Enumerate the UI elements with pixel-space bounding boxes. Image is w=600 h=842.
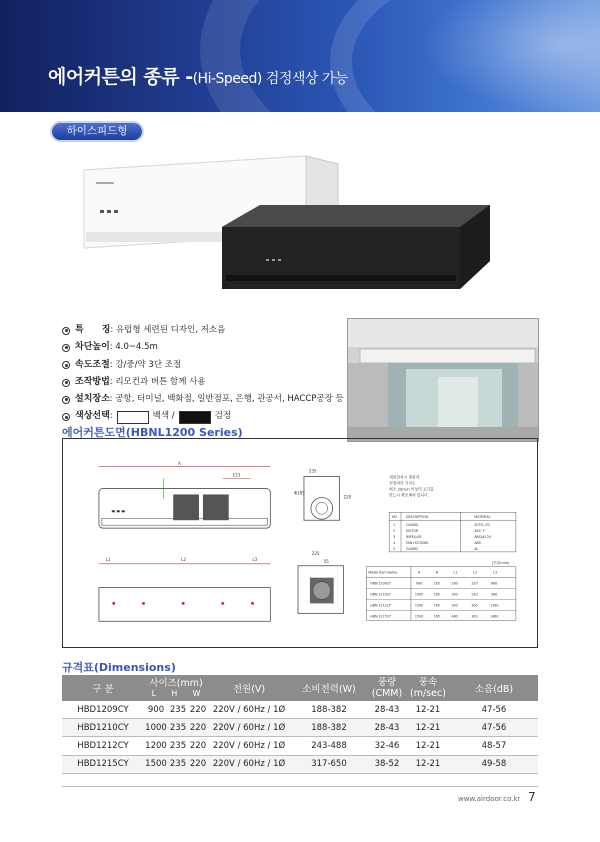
- type-tag: 하이스피드형: [52, 123, 142, 140]
- cell-speed: 12-21: [406, 701, 450, 719]
- feature-key: 설치장소: [75, 394, 110, 405]
- dim-cell: 860: [491, 581, 498, 586]
- note-line: 반드시 확보해야 합니다.: [389, 493, 429, 498]
- dim-cell: 1460: [490, 614, 499, 619]
- spec-section-title: 규격표(Dimensions): [62, 661, 176, 674]
- cell-consumption: 188-382: [290, 701, 368, 719]
- dim-cell: 165: [433, 592, 440, 597]
- dim-header: L2: [473, 570, 478, 575]
- parts-cell: IMPELLER: [405, 535, 422, 540]
- parts-cell: 1: [393, 523, 396, 528]
- dim-label-l3: L3: [252, 556, 258, 562]
- table-row: [62, 719, 538, 737]
- footer-url: www.airdoor.co.kr: [458, 795, 521, 803]
- black-label: 검정: [214, 411, 232, 422]
- cell-h: 235: [168, 701, 188, 719]
- feature-list: [62, 322, 352, 426]
- header-consumption: 소비전력(W): [290, 675, 368, 701]
- cell-model: HBD1210CY: [62, 719, 144, 737]
- cell-flow: 32-46: [368, 737, 406, 755]
- header-l: L: [151, 688, 157, 698]
- header-flow: [368, 675, 406, 701]
- parts-cell: FAN HOUSING: [405, 540, 429, 545]
- black-air-curtain-image: [222, 205, 490, 289]
- header-speed-unit: (m/sec): [410, 688, 446, 699]
- parts-cell: 2: [393, 529, 396, 534]
- parts-cell: MOTOR: [405, 529, 419, 534]
- feature-item: [62, 339, 352, 356]
- dim-cell: HBN 1212CY: [370, 603, 391, 608]
- feature-item: [62, 322, 352, 339]
- cell-noise: 49-58: [450, 755, 538, 773]
- dim-cell: 300: [471, 603, 478, 608]
- cell-model: HBD1209CY: [62, 701, 144, 719]
- dim-cell: 960: [491, 592, 498, 597]
- dim-label-55: 55: [323, 558, 329, 564]
- dim-cell: 300: [451, 603, 458, 608]
- dim-cell: 230: [471, 592, 478, 597]
- cell-l: 1500: [144, 755, 168, 773]
- dim-cell: 480: [451, 614, 458, 619]
- header-speed: [406, 675, 450, 701]
- dim-header: Model Item Name: [368, 570, 398, 575]
- cell-w: 220: [188, 737, 208, 755]
- circle-bullet-icon: [62, 361, 70, 369]
- feature-key: 특 징: [75, 325, 111, 335]
- side-view-body: [304, 477, 340, 521]
- cell-consumption: 188-382: [290, 719, 368, 737]
- header-banner: [0, 0, 600, 112]
- header-w: W: [192, 688, 201, 698]
- dim-cell: 1500: [414, 614, 424, 619]
- cell-l: 1000: [144, 719, 168, 737]
- cell-h: 235: [168, 719, 188, 737]
- feature-value: : 공항, 터미널, 백화점, 일반점포, 은행, 관공서, HACCP공장 등: [109, 394, 344, 405]
- dim-cell: 165: [433, 614, 440, 619]
- white-label: 백색 /: [152, 411, 175, 422]
- fan-block: [203, 494, 229, 520]
- dim-label-123: 123: [232, 472, 241, 478]
- cell-noise: 48-57: [450, 737, 538, 755]
- page-title-main: 에어커튼의 종류 -: [48, 66, 193, 88]
- circle-bullet-icon: [62, 413, 70, 421]
- feature-value: : 강/중/약 3단 조절: [109, 359, 182, 370]
- parts-header: MATERIAL: [474, 515, 491, 520]
- feature-key: 차단높이: [75, 342, 110, 353]
- circle-bullet-icon: [62, 344, 70, 352]
- cell-speed: 12-21: [406, 737, 450, 755]
- color-select-colon: :: [109, 411, 113, 422]
- header-speed-label: 풍속: [418, 677, 438, 688]
- cell-h: 235: [168, 737, 188, 755]
- parts-table: [389, 512, 516, 552]
- dim-header: L1: [453, 570, 458, 575]
- header-flow-unit: (CMM): [371, 688, 403, 699]
- parts-cell: ASS' Y: [474, 529, 485, 534]
- cell-h: 235: [168, 755, 188, 773]
- fan-block: [173, 494, 199, 520]
- dim-header: L3: [493, 570, 498, 575]
- note-line: 제품설치시 제품과: [389, 475, 420, 480]
- dim-cell: 165: [433, 581, 440, 586]
- cell-speed: 12-21: [406, 719, 450, 737]
- feature-value: : 리모컨과 버튼 함께 사용: [109, 376, 206, 387]
- drawing-section-title: 에어커튼도면(HBNL1200 Series): [62, 426, 243, 439]
- cell-flow: 38-52: [368, 755, 406, 773]
- cell-w: 220: [188, 701, 208, 719]
- black-swatch: [179, 411, 211, 424]
- dim-label-l2: L2: [181, 556, 186, 562]
- feature-value: : 4.0~4.5m: [109, 342, 158, 353]
- cell-consumption: 317-650: [290, 755, 368, 773]
- dim-cell: 1000: [414, 592, 424, 597]
- header-h: H: [171, 688, 178, 698]
- fan-circle: [311, 497, 333, 519]
- parts-header: NO: [392, 515, 398, 520]
- table-row: [62, 701, 538, 719]
- table-row: [62, 755, 538, 773]
- header-size-label: 사이즈(mm): [149, 677, 203, 689]
- cell-l: 900: [144, 701, 168, 719]
- cell-model: HBD1212CY: [62, 737, 144, 755]
- parts-cell: 5: [393, 546, 396, 551]
- note-line: 최소 20mm 이상의 공간을: [389, 487, 434, 492]
- circle-bullet-icon: [62, 327, 70, 335]
- parts-cell: CASING: [405, 523, 419, 528]
- installation-photo: [347, 318, 539, 442]
- cell-l: 1200: [144, 737, 168, 755]
- unit-label: [단위:mm]: [492, 560, 510, 565]
- parts-cell: GUARD: [405, 546, 418, 551]
- footer-divider: [62, 786, 538, 787]
- spec-header-row: [62, 675, 538, 701]
- cell-power: 220V / 60Hz / 1Ø: [208, 755, 290, 773]
- dim-label-a: A: [178, 460, 181, 466]
- dim-label-225: 225: [311, 550, 320, 556]
- cell-power: 220V / 60Hz / 1Ø: [208, 701, 290, 719]
- cell-w: 220: [188, 719, 208, 737]
- dim-cell: 900: [415, 581, 423, 586]
- feature-key: 속도조절: [75, 359, 110, 370]
- header-model: 구 분: [62, 675, 144, 701]
- dim-cell: 1160: [490, 603, 499, 608]
- header-power: 전원(V): [208, 675, 290, 701]
- feature-key: 색상선택: [75, 411, 110, 422]
- parts-cell: ABS: [474, 540, 481, 545]
- cell-consumption: 243-488: [290, 737, 368, 755]
- cell-flow: 28-43: [368, 701, 406, 719]
- note-line: 천정과의 거리는: [389, 481, 416, 486]
- white-swatch: [117, 411, 149, 424]
- page-title: [48, 62, 348, 89]
- dim-cell: 165: [433, 603, 440, 608]
- feature-value: : 유럽형 세련된 디자인, 저소음: [110, 325, 226, 335]
- spec-table: [62, 675, 538, 774]
- dim-cell: 300: [451, 592, 458, 597]
- dim-cell: HBN 1215CY: [370, 614, 391, 619]
- cell-speed: 12-21: [406, 755, 450, 773]
- cell-power: 220V / 60Hz / 1Ø: [208, 737, 290, 755]
- dim-header: B: [435, 570, 438, 575]
- cell-model: HBD1215CY: [62, 755, 144, 773]
- dim-cell: HBN 1210CY: [370, 592, 391, 597]
- dim-cell: HBN 1209CY: [370, 581, 391, 586]
- dim-header: A: [417, 570, 421, 575]
- technical-drawing: [62, 438, 538, 648]
- feature-item: [62, 374, 352, 391]
- dim-label-phi: Φ185: [294, 490, 305, 496]
- cell-w: 220: [188, 755, 208, 773]
- header-size: [144, 675, 208, 701]
- parts-cell: AL: [474, 546, 479, 551]
- circle-bullet-icon: [62, 396, 70, 404]
- dim-label-l1: L1: [105, 556, 111, 562]
- dim-cell: 300: [471, 614, 478, 619]
- parts-cell: 4: [393, 540, 396, 545]
- parts-header: DESCRIPTION: [405, 515, 428, 520]
- cell-noise: 47-56: [450, 719, 538, 737]
- cell-noise: 47-56: [450, 701, 538, 719]
- feature-item: [62, 357, 352, 374]
- header-noise: 소음(dB): [450, 675, 538, 701]
- parts-cell: SCP(1.2T): [474, 523, 491, 528]
- dim-label-220: 220: [343, 494, 352, 500]
- dim-cell: 1200: [414, 603, 424, 608]
- table-row: [62, 737, 538, 755]
- feature-item: [62, 391, 352, 408]
- cell-flow: 28-43: [368, 719, 406, 737]
- feature-key: 조작방법: [75, 376, 110, 387]
- dim-cell: 220: [471, 581, 478, 586]
- page-number: 7: [528, 790, 536, 804]
- parts-cell: 3: [393, 535, 396, 540]
- top-view-body: [99, 588, 270, 622]
- parts-cell: ABS(#120: [474, 535, 491, 540]
- dim-label-235: 235: [308, 468, 317, 474]
- page-title-sub: (Hi-Speed) 검정색상 가능: [192, 71, 348, 87]
- dimension-table: [366, 567, 516, 620]
- header-flow-label: 풍량: [377, 677, 397, 688]
- dim-cell: 260: [451, 581, 458, 586]
- cell-power: 220V / 60Hz / 1Ø: [208, 719, 290, 737]
- banner-glow-decoration: [420, 0, 600, 112]
- circle-bullet-icon: [62, 379, 70, 387]
